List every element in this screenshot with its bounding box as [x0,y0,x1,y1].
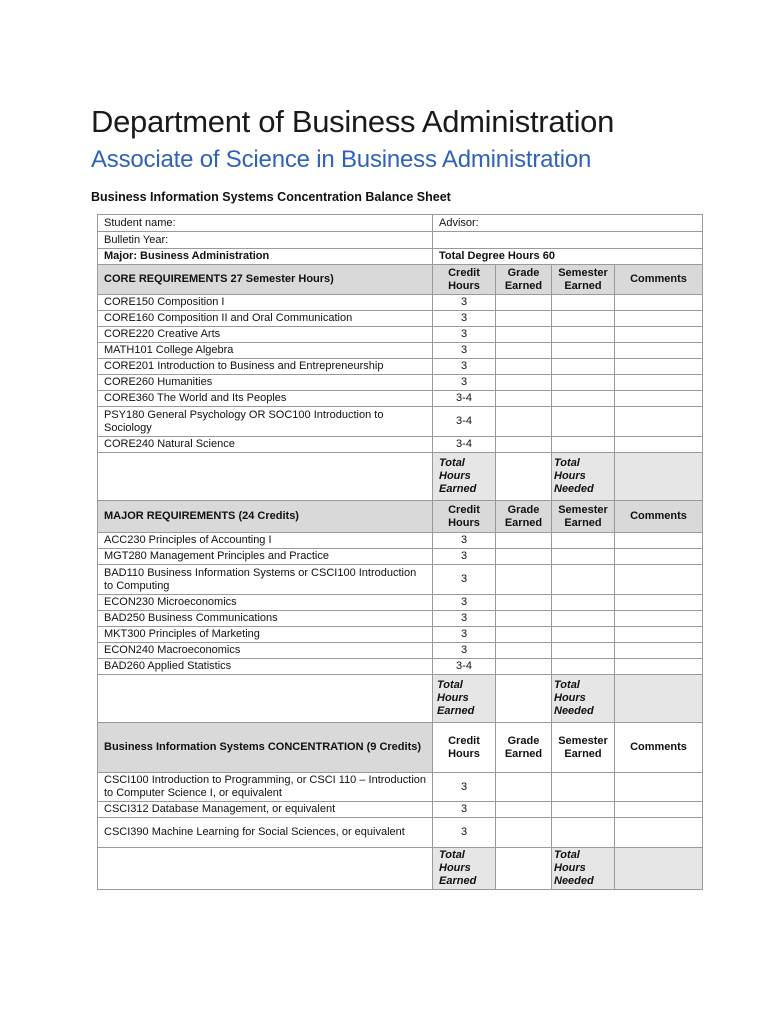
grade-cell[interactable] [496,533,552,549]
course-name: CSCI100 Introduction to Programming, or CSCI 110 – Introduction to Computer Science I, or equivalent [98,773,433,802]
course-row [98,343,703,359]
credit-hours-header: Credit Hours [433,265,496,295]
credit-hours: 3 [433,343,496,359]
comments-header: Comments [615,723,703,773]
credit-hours: 3 [433,802,496,818]
course-row [98,407,703,437]
course-row [98,818,703,848]
section-heading: Business Information Systems CONCENTRATION (9 Credits) [98,723,433,773]
semester-earned-header: Semester Earned [552,723,615,773]
course-name: BAD110 Business Information Systems or CSCI100 Introduction to Computing [98,565,433,595]
core-header-row [98,265,703,295]
semester-cell[interactable] [552,295,615,311]
total-comments-cell[interactable] [615,453,703,501]
semester-cell[interactable] [552,595,615,611]
semester-cell[interactable] [552,611,615,627]
credit-hours: 3 [433,533,496,549]
course-name: CORE240 Natural Science [98,437,433,453]
semester-cell[interactable] [552,311,615,327]
credit-hours: 3-4 [433,659,496,675]
grade-cell[interactable] [496,295,552,311]
grade-cell[interactable] [496,407,552,437]
course-name: CSCI390 Machine Learning for Social Sciences, or equivalent [98,818,433,848]
credit-hours: 3 [433,311,496,327]
comments-cell[interactable] [615,802,703,818]
credit-hours-header: Credit Hours [433,723,496,773]
comments-cell[interactable] [615,343,703,359]
balance-sheet-table [97,214,703,890]
credit-hours: 3-4 [433,391,496,407]
comments-cell[interactable] [615,311,703,327]
semester-cell[interactable] [552,659,615,675]
totals-row [98,453,703,501]
course-row [98,533,703,549]
grade-cell[interactable] [496,627,552,643]
course-name: CORE150 Composition I [98,295,433,311]
credit-hours: 3-4 [433,407,496,437]
section-heading: CORE REQUIREMENTS 27 Semester Hours) [98,265,433,295]
major-label: Major: Business Administration [98,249,433,265]
semester-earned-header: Semester Earned [552,501,615,533]
credit-hours: 3 [433,611,496,627]
totals-row [98,848,703,890]
comments-cell[interactable] [615,407,703,437]
total-degree-hours: Total Degree Hours 60 [433,249,703,265]
grade-cell[interactable] [496,359,552,375]
course-name: BAD260 Applied Statistics [98,659,433,675]
semester-cell[interactable] [552,327,615,343]
credit-hours: 3 [433,773,496,802]
semester-cell[interactable] [552,565,615,595]
course-name: CSCI312 Database Management, or equivalent [98,802,433,818]
course-row [98,643,703,659]
grade-cell[interactable] [496,659,552,675]
total-hours-needed: Total Hours Needed [552,453,615,501]
credit-hours: 3 [433,375,496,391]
course-name: CORE220 Creative Arts [98,327,433,343]
semester-cell[interactable] [552,391,615,407]
semester-cell[interactable] [552,549,615,565]
credit-hours: 3 [433,565,496,595]
credit-hours: 3 [433,549,496,565]
comments-header: Comments [615,501,703,533]
course-row [98,802,703,818]
course-name: CORE360 The World and Its Peoples [98,391,433,407]
grade-cell[interactable] [496,802,552,818]
total-grade-cell[interactable] [496,675,552,723]
course-name: ECON240 Macroeconomics [98,643,433,659]
course-name: CORE201 Introduction to Business and Entrepreneurship [98,359,433,375]
comments-cell[interactable] [615,533,703,549]
sheet-title: Business Information Systems Concentration Balance Sheet [91,190,451,204]
grade-cell[interactable] [496,773,552,802]
comments-cell[interactable] [615,549,703,565]
grade-cell[interactable] [496,549,552,565]
course-name: MATH101 College Algebra [98,343,433,359]
course-row [98,437,703,453]
comments-cell[interactable] [615,818,703,848]
total-hours-earned: Total Hours Earned [433,453,496,501]
course-row [98,773,703,802]
course-row [98,375,703,391]
bulletin-year-label: Bulletin Year: [98,232,433,249]
major-header-row [98,501,703,533]
total-hours-needed: Total Hours Needed [552,675,615,723]
course-row [98,565,703,595]
semester-cell[interactable] [552,818,615,848]
comments-cell[interactable] [615,565,703,595]
comments-cell[interactable] [615,627,703,643]
credit-hours: 3 [433,295,496,311]
semester-cell[interactable] [552,407,615,437]
advisor-label: Advisor: [433,215,703,232]
credit-hours: 3 [433,595,496,611]
course-row [98,627,703,643]
comments-cell[interactable] [615,643,703,659]
semester-cell[interactable] [552,802,615,818]
course-row [98,327,703,343]
semester-cell[interactable] [552,773,615,802]
course-row [98,549,703,565]
credit-hours: 3 [433,818,496,848]
grade-cell[interactable] [496,375,552,391]
grade-cell[interactable] [496,311,552,327]
comments-cell[interactable] [615,391,703,407]
comments-cell[interactable] [615,327,703,343]
grade-cell[interactable] [496,343,552,359]
grade-cell[interactable] [496,565,552,595]
totals-row [98,675,703,723]
semester-cell[interactable] [552,359,615,375]
grade-earned-header: Grade Earned [496,501,552,533]
course-name: MKT300 Principles of Marketing [98,627,433,643]
course-row [98,611,703,627]
section-heading: MAJOR REQUIREMENTS (24 Credits) [98,501,433,533]
course-name: CORE260 Humanities [98,375,433,391]
comments-cell[interactable] [615,295,703,311]
credit-hours: 3 [433,627,496,643]
comments-cell[interactable] [615,659,703,675]
semester-cell[interactable] [552,533,615,549]
credit-hours: 3 [433,643,496,659]
total-comments-cell[interactable] [615,848,703,890]
comments-cell[interactable] [615,437,703,453]
comments-cell[interactable] [615,375,703,391]
grade-cell[interactable] [496,327,552,343]
grade-cell[interactable] [496,391,552,407]
comments-cell[interactable] [615,595,703,611]
semester-earned-header: Semester Earned [552,265,615,295]
total-grade-cell[interactable] [496,848,552,890]
course-row [98,359,703,375]
total-comments-cell[interactable] [615,675,703,723]
credit-hours-header: Credit Hours [433,501,496,533]
grade-cell[interactable] [496,595,552,611]
grade-cell[interactable] [496,611,552,627]
concentration-header-row [98,723,703,773]
semester-cell[interactable] [552,343,615,359]
course-name: MGT280 Management Principles and Practice [98,549,433,565]
course-name: PSY180 General Psychology OR SOC100 Introduction to Sociology [98,407,433,437]
course-row [98,311,703,327]
grade-cell[interactable] [496,437,552,453]
semester-cell[interactable] [552,627,615,643]
course-name: CORE160 Composition II and Oral Communication [98,311,433,327]
credit-hours: 3 [433,327,496,343]
course-row [98,391,703,407]
semester-cell[interactable] [552,643,615,659]
comments-header: Comments [615,265,703,295]
comments-cell[interactable] [615,773,703,802]
course-name: BAD250 Business Communications [98,611,433,627]
total-hours-needed: Total Hours Needed [552,848,615,890]
page-title: Department of Business Administration [91,104,615,139]
total-grade-cell[interactable] [496,453,552,501]
course-name: ECON230 Microeconomics [98,595,433,611]
course-row [98,595,703,611]
credit-hours: 3 [433,359,496,375]
grade-earned-header: Grade Earned [496,723,552,773]
total-hours-earned: Total Hours Earned [433,848,496,890]
comments-cell[interactable] [615,611,703,627]
semester-cell[interactable] [552,375,615,391]
grade-cell[interactable] [496,818,552,848]
total-hours-earned: Total Hours Earned [433,675,496,723]
student-name-label: Student name: [98,215,433,232]
comments-cell[interactable] [615,359,703,375]
course-row [98,295,703,311]
credit-hours: 3-4 [433,437,496,453]
page-subtitle: Associate of Science in Business Administration [91,146,592,173]
grade-cell[interactable] [496,643,552,659]
course-name: ACC230 Principles of Accounting I [98,533,433,549]
semester-cell[interactable] [552,437,615,453]
course-row [98,659,703,675]
grade-earned-header: Grade Earned [496,265,552,295]
